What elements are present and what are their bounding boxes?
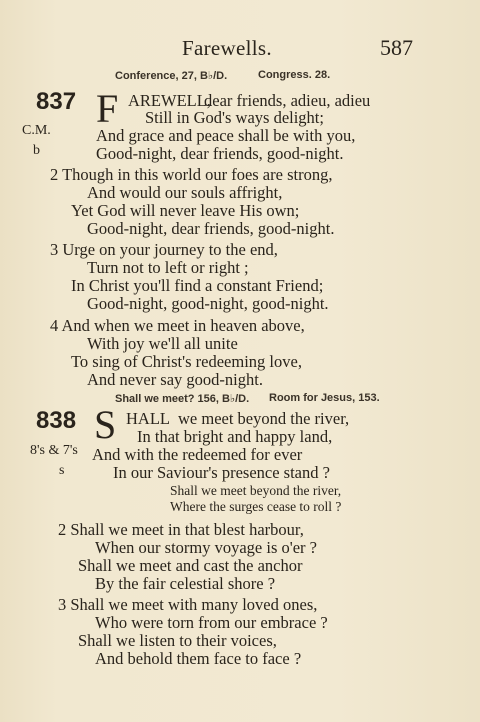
meter-label: C.M. [22, 123, 51, 138]
verse-line: In Christ you'll find a constant Friend; [71, 276, 324, 295]
hymn-number: 837 [36, 88, 77, 115]
drop-cap: F [96, 86, 119, 131]
verse-line: When our stormy voyage is o'er ? [95, 538, 317, 557]
verse-line: Turn not to left or right ; [87, 258, 249, 277]
verse-line: To sing of Christ's redeeming love, [71, 352, 302, 371]
verse-line: we meet beyond the river, [178, 409, 350, 428]
chorus-line: Where the surges cease to roll ? [170, 499, 342, 514]
verse-line: With joy we'll all unite [87, 334, 238, 353]
verse-line: In our Saviour's presence stand ? [113, 463, 330, 482]
verse-line: Shall we listen to their voices, [78, 631, 277, 650]
page-title: Farewells. [182, 36, 272, 60]
verse-line: Still in God's ways delight; [145, 108, 324, 127]
verse-line: In that bright and happy land, [137, 427, 333, 446]
verse-line: And never say good-night. [87, 370, 263, 389]
drop-cap: S [94, 402, 117, 447]
verse-line: Shall we meet and cast the anchor [78, 556, 303, 575]
verse-line: And grace and peace shall be with you, [96, 126, 356, 145]
tune-reference: Conference, 27, B♭/D. [115, 70, 228, 82]
first-word: HALL [126, 409, 170, 428]
verse-line: Good-night, dear friends, good-night. [96, 144, 344, 163]
first-word: AREWELL, [128, 91, 211, 110]
verse-line: 2 Shall we meet in that blest harbour, [58, 520, 304, 539]
verse-line: And behold them face to face ? [95, 649, 302, 668]
tune-reference: Shall we meet? 156, B♭/D. [115, 393, 250, 405]
verse-line: Good-night, dear friends, good-night. [87, 219, 335, 238]
tune-reference: Congress. 28. [258, 69, 331, 81]
tune-reference: Room for Jesus, 153. [269, 392, 380, 404]
verse-line: Good-night, good-night, good-night. [87, 294, 329, 313]
verse-line: dear friends, adieu, adieu [204, 91, 371, 110]
chorus-line: Shall we meet beyond the river, [170, 483, 342, 498]
verse-line: Yet God will never leave His own; [71, 201, 300, 220]
verse-line: And with the redeemed for ever [92, 445, 303, 464]
hymn-number: 838 [36, 407, 77, 434]
meter-mark: b [33, 143, 40, 158]
verse-line: 3 Urge on your journey to the end, [50, 240, 278, 259]
verse-line: 4 And when we meet in heaven above, [50, 316, 305, 335]
verse-line: 3 Shall we meet with many loved ones, [58, 595, 318, 614]
verse-line: By the fair celestial shore ? [95, 574, 276, 593]
verse-line: Who were torn from our embrace ? [95, 613, 328, 632]
meter-mark: s [59, 463, 65, 478]
verse-line: 2 Though in this world our foes are strong, [50, 165, 333, 184]
page-number: 587 [380, 35, 413, 60]
meter-label: 8's & 7's [30, 443, 78, 458]
verse-line: And would our souls affright, [87, 183, 283, 202]
